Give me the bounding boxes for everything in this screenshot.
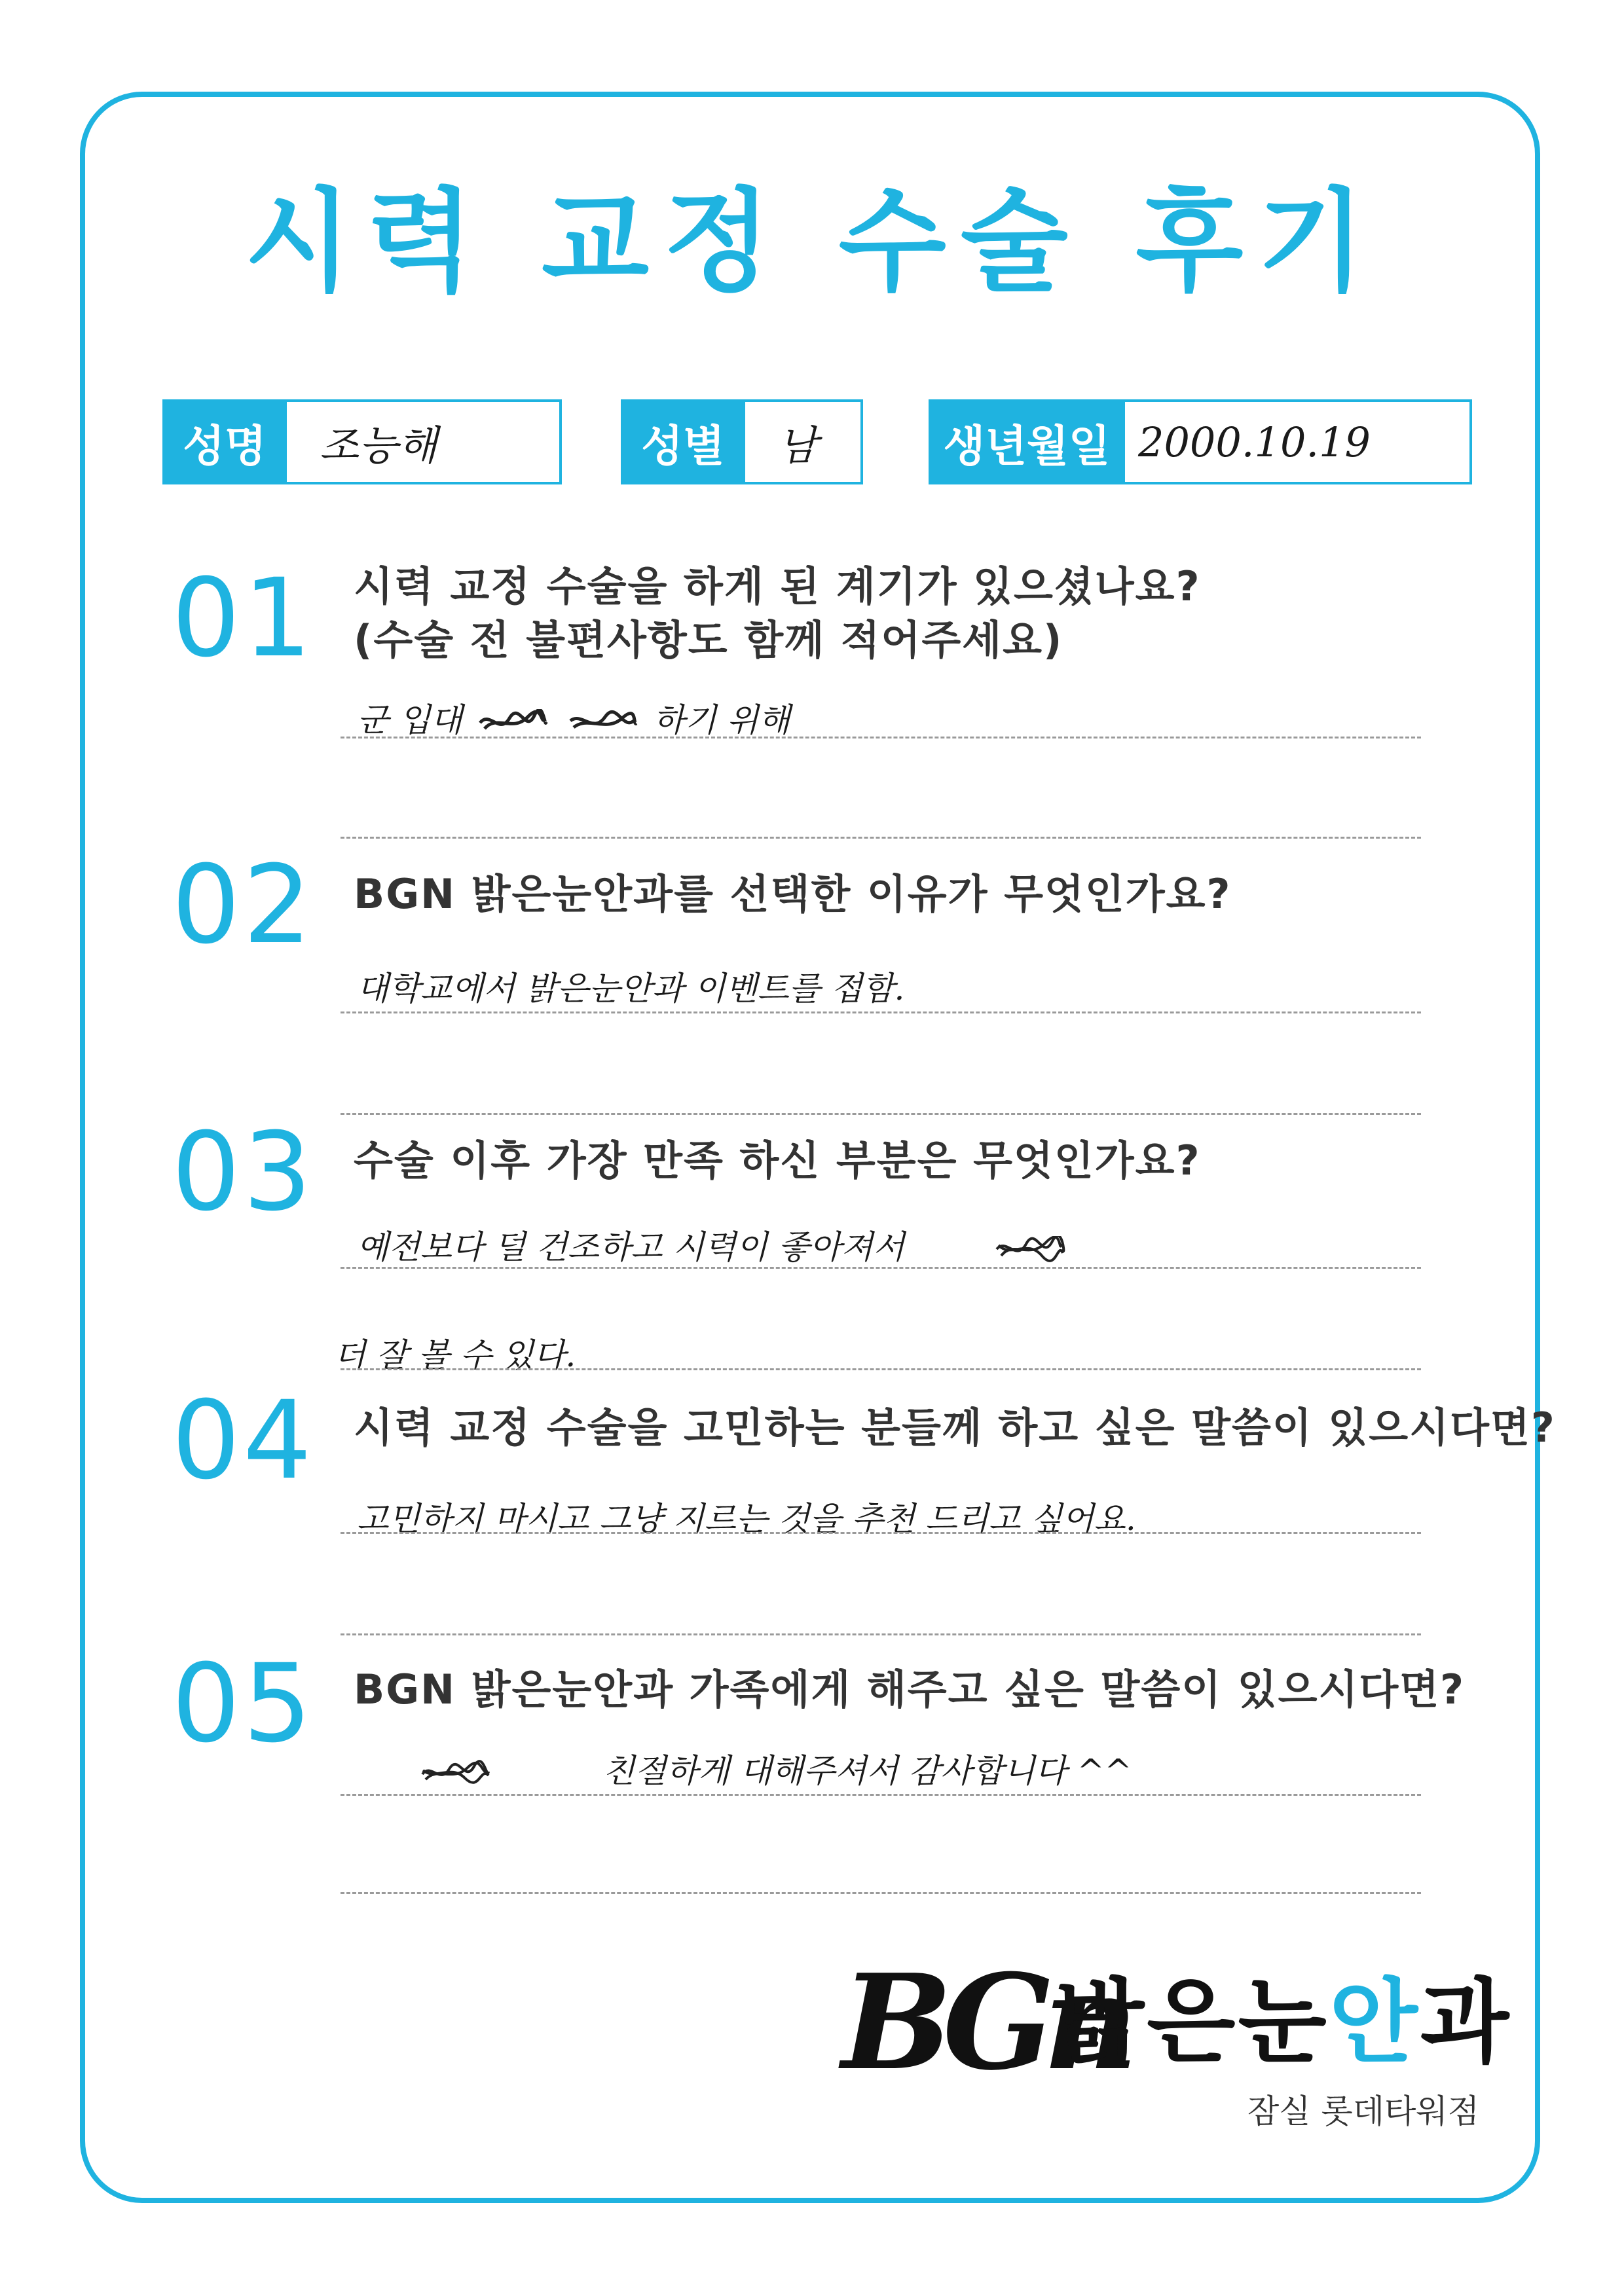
question-1-line1: 시력 교정 수술을 하게 된 계기가 있으셨나요? <box>354 562 1201 610</box>
answer-4: 고민하지 마시고 그냥 지르는 것을 추천 드리고 싶어요. <box>357 1500 1136 1538</box>
answer-1-end: 하기 위해 <box>653 701 790 739</box>
answer-line <box>341 1267 1421 1269</box>
answer-line <box>341 837 1421 839</box>
answer-1 <box>357 694 790 741</box>
question-number-1: 01 <box>172 555 314 681</box>
answer-2: 대학교에서 밝은눈안과 이벤트를 접함. <box>357 970 905 1008</box>
birth-field <box>929 399 1472 484</box>
answer-line <box>341 1113 1421 1115</box>
question-number-5: 05 <box>172 1641 314 1766</box>
question-number-3: 03 <box>172 1109 314 1235</box>
answer-1-start: 군 입대 <box>357 701 462 739</box>
question-text-2: BGN 밝은눈안과를 선택한 이유가 무엇인가요? <box>354 870 1232 918</box>
answer-3-continued: 더 잘 볼 수 있다. <box>334 1336 576 1374</box>
scribble-mark <box>477 709 549 737</box>
answer-3-line1: 예전보다 덜 건조하고 시력이 좋아져서 <box>357 1228 905 1266</box>
answer-3 <box>357 1221 1109 1268</box>
question-text-5: BGN 밝은눈안과 가족에게 해주고 싶은 말씀이 있으시다면? <box>354 1666 1466 1713</box>
question-number-4: 04 <box>172 1377 314 1503</box>
clinic-name-part: 밝은눈 <box>1056 1969 1329 2076</box>
question-number-2: 02 <box>172 842 314 968</box>
answer-line <box>341 1011 1421 1013</box>
page-title: 시력 교정 수술 후기 <box>244 177 1380 307</box>
scribble-mark <box>357 1760 553 1787</box>
gender-field <box>621 399 863 484</box>
clinic-name-part: 과 <box>1420 1969 1512 2076</box>
name-value: 조능해 <box>320 421 437 469</box>
scribble-mark <box>954 1236 1105 1264</box>
answer-5-text: 친절하게 대해주셔서 감사합니다 ^^ <box>602 1752 1132 1790</box>
birth-label: 생년월일 <box>929 399 1125 484</box>
gender-label: 성별 <box>621 399 745 484</box>
answer-line <box>341 1892 1421 1894</box>
answer-5 <box>357 1745 1132 1792</box>
answer-line <box>341 737 1421 738</box>
birth-value: 2000.10.19 <box>1138 418 1371 466</box>
question-text-3: 수술 이후 가장 만족 하신 부분은 무엇인가요? <box>354 1137 1201 1184</box>
question-text-4: 시력 교정 수술을 고민하는 분들께 하고 싶은 말씀이 있으시다면? <box>354 1404 1556 1451</box>
answer-line <box>341 1633 1421 1635</box>
scribble-mark <box>567 709 639 737</box>
gender-value: 남 <box>778 421 817 469</box>
branch-name: 잠실 롯데타워점 <box>1247 2092 1479 2130</box>
answer-line <box>341 1368 1421 1370</box>
clinic-name-accent: 안 <box>1329 1969 1420 2076</box>
question-text-1 <box>354 560 1201 667</box>
name-field <box>162 399 562 484</box>
name-label: 성명 <box>162 399 287 484</box>
clinic-name-logo <box>1056 1969 1512 2076</box>
bgn-logo-mark: BGn <box>841 1946 1126 2100</box>
answer-line <box>341 1532 1421 1534</box>
answer-line <box>341 1794 1421 1796</box>
question-1-line2: (수술 전 불편사항도 함께 적어주세요) <box>354 616 1063 664</box>
